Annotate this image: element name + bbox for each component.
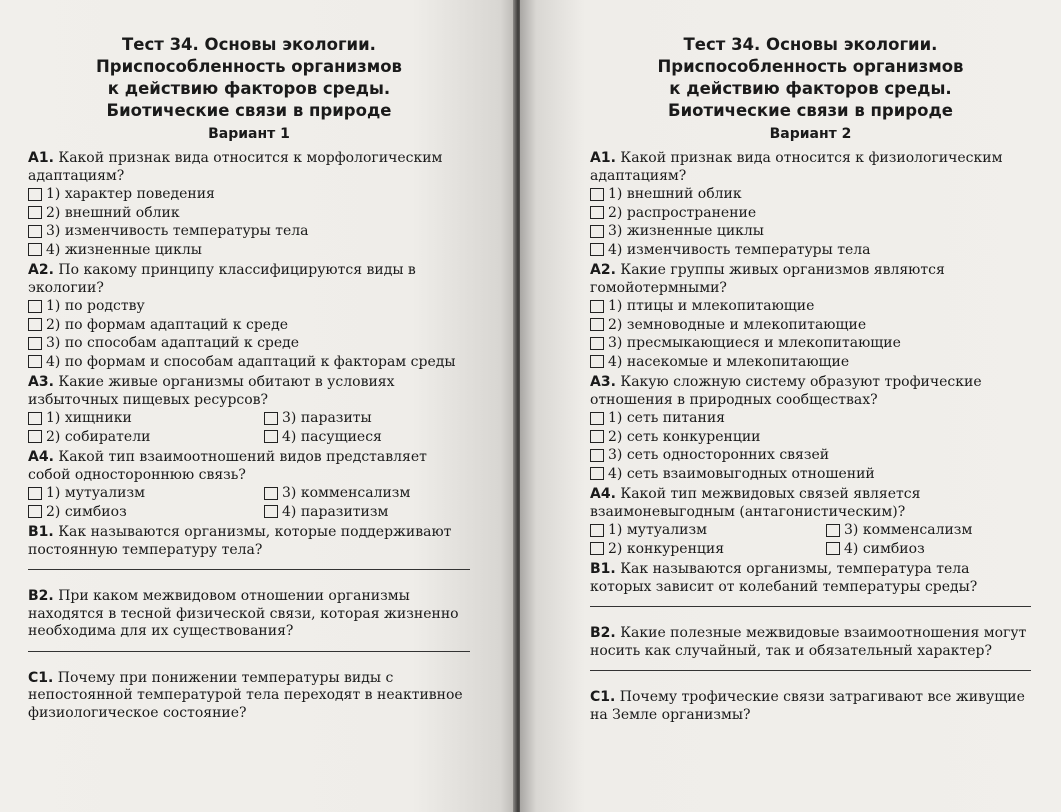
checkbox-icon[interactable] (264, 430, 278, 443)
answer-option[interactable]: 2) конкуренция (590, 540, 826, 559)
answer-line[interactable] (28, 569, 470, 570)
answer-option[interactable]: 1) по родству (28, 297, 470, 316)
answer-option[interactable]: 4) по формам и способам адаптаций к факторам среды (28, 353, 470, 372)
checkbox-icon[interactable] (590, 188, 604, 201)
answer-option[interactable]: 3) комменсализм (826, 521, 972, 540)
question-a2: А2. Какие группы живых организмов являются гомойотермными? (590, 262, 945, 296)
checkbox-icon[interactable] (590, 449, 604, 462)
checkbox-icon[interactable] (28, 487, 42, 500)
answer-option[interactable]: 4) изменчивость температуры тела (590, 241, 1031, 260)
answer-option[interactable]: 3) сеть односторонних связей (590, 446, 1031, 465)
checkbox-icon[interactable] (590, 337, 604, 350)
answer-option[interactable]: 1) характер поведения (28, 185, 470, 204)
question-a1: А1. Какой признак вида относится к физиологическим адаптациям? (590, 150, 1003, 184)
checkbox-icon[interactable] (264, 487, 278, 500)
checkbox-icon[interactable] (264, 412, 278, 425)
answer-option[interactable]: 4) сеть взаимовыгодных отношений (590, 465, 1031, 484)
checkbox-icon[interactable] (28, 430, 42, 443)
title-line: Приспособленность организмов (96, 57, 402, 76)
answer-option[interactable]: 3) паразиты (264, 409, 372, 428)
answer-option[interactable]: 2) распространение (590, 204, 1031, 223)
title-line: Тест 34. Основы экологии. (683, 35, 938, 54)
checkbox-icon[interactable] (28, 243, 42, 256)
title-line: Биотические связи в природе (106, 101, 392, 120)
checkbox-icon[interactable] (590, 225, 604, 238)
checkbox-icon[interactable] (28, 337, 42, 350)
title-line: Приспособленность организмов (657, 57, 964, 76)
answer-option[interactable]: 1) сеть питания (590, 409, 1031, 428)
test-title (28, 34, 470, 122)
answer-line[interactable] (590, 670, 1031, 671)
question-a3: А3. Какую сложную систему образуют трофические отношения в природных сообществах? (590, 374, 982, 408)
answer-option[interactable]: 2) по формам адаптаций к среде (28, 316, 470, 335)
answer-option[interactable]: 4) насекомые и млекопитающие (590, 353, 1031, 372)
checkbox-icon[interactable] (590, 243, 604, 256)
question-b1: В1. Как называются организмы, которые поддерживают постоянную температуру тела? (28, 524, 452, 558)
answer-option[interactable]: 1) мутуализм (590, 521, 826, 540)
title-line: к действию факторов среды. (669, 79, 952, 98)
answer-option[interactable]: 1) мутуализм (28, 484, 264, 503)
variant-label: Вариант 1 (208, 126, 290, 142)
left-page (0, 0, 516, 812)
checkbox-icon[interactable] (590, 206, 604, 219)
question-a2: А2. По какому принципу классифицируются виды в экологии? (28, 262, 416, 296)
checkbox-icon[interactable] (590, 542, 604, 555)
checkbox-icon[interactable] (826, 542, 840, 555)
question-a4: А4. Какой тип взаимоотношений видов представляет собой одностороннюю связь? (28, 449, 427, 483)
checkbox-icon[interactable] (28, 225, 42, 238)
answer-option[interactable]: 3) жизненные циклы (590, 222, 1031, 241)
checkbox-icon[interactable] (28, 505, 42, 518)
title-line: Тест 34. Основы экологии. (122, 35, 376, 54)
checkbox-icon[interactable] (28, 318, 42, 331)
answer-option[interactable]: 2) собиратели (28, 428, 264, 447)
answer-option[interactable]: 1) хищники (28, 409, 264, 428)
checkbox-icon[interactable] (28, 206, 42, 219)
checkbox-icon[interactable] (264, 505, 278, 518)
checkbox-icon[interactable] (826, 524, 840, 537)
answer-option[interactable]: 4) жизненные циклы (28, 241, 470, 260)
answer-line[interactable] (590, 606, 1031, 607)
question-b2: В2. При каком межвидовом отношении организмы находятся в тесной физической связи, которая жизненно необходима для их существования? (28, 588, 459, 639)
answer-option[interactable]: 3) пресмыкающиеся и млекопитающие (590, 334, 1031, 353)
checkbox-icon[interactable] (590, 300, 604, 313)
answer-line[interactable] (28, 651, 470, 652)
question-a3: А3. Какие живые организмы обитают в условиях избыточных пищевых ресурсов? (28, 374, 395, 408)
question-b2: В2. Какие полезные межвидовые взаимоотношения могут носить как случайный, так и обязательный характер? (590, 625, 1027, 659)
variant-label: Вариант 2 (769, 126, 852, 142)
checkbox-icon[interactable] (590, 355, 604, 368)
checkbox-icon[interactable] (590, 467, 604, 480)
answer-option[interactable]: 1) внешний облик (590, 185, 1031, 204)
checkbox-icon[interactable] (590, 412, 604, 425)
test-title (590, 34, 1031, 122)
right-page (520, 0, 1061, 812)
answer-option[interactable]: 2) симбиоз (28, 503, 264, 522)
checkbox-icon[interactable] (28, 188, 42, 201)
answer-option[interactable]: 4) симбиоз (826, 540, 925, 559)
answer-option[interactable]: 2) сеть конкуренции (590, 428, 1031, 447)
answer-option[interactable]: 1) птицы и млекопитающие (590, 297, 1031, 316)
checkbox-icon[interactable] (28, 412, 42, 425)
answer-option[interactable]: 4) паразитизм (264, 503, 388, 522)
checkbox-icon[interactable] (28, 300, 42, 313)
answer-option[interactable]: 3) по способам адаптаций к среде (28, 334, 470, 353)
title-line: к действию факторов среды. (107, 79, 391, 98)
question-b1: В1. Как называются организмы, температура тела которых зависит от колебаний температуры среды? (590, 561, 978, 595)
question-c1: С1. Почему трофические связи затрагивают все живущие на Земле организмы? (590, 689, 1025, 723)
answer-option[interactable]: 2) внешний облик (28, 204, 470, 223)
question-c1: С1. Почему при понижении температуры виды с непостоянной температурой тела переходят в неактивное физиологическое состояние? (28, 669, 463, 721)
checkbox-icon[interactable] (590, 318, 604, 331)
checkbox-icon[interactable] (590, 524, 604, 537)
answer-option[interactable]: 2) земноводные и млекопитающие (590, 316, 1031, 335)
question-a4: А4. Какой тип межвидовых связей является взаимоневыгодным (антагонистическим)? (590, 486, 921, 520)
answer-option[interactable]: 3) изменчивость температуры тела (28, 222, 470, 241)
question-a1: А1. Какой признак вида относится к морфологическим адаптациям? (28, 150, 443, 184)
answer-option[interactable]: 4) пасущиеся (264, 428, 382, 447)
title-line: Биотические связи в природе (668, 101, 953, 120)
checkbox-icon[interactable] (590, 430, 604, 443)
checkbox-icon[interactable] (28, 355, 42, 368)
answer-option[interactable]: 3) комменсализм (264, 484, 410, 503)
